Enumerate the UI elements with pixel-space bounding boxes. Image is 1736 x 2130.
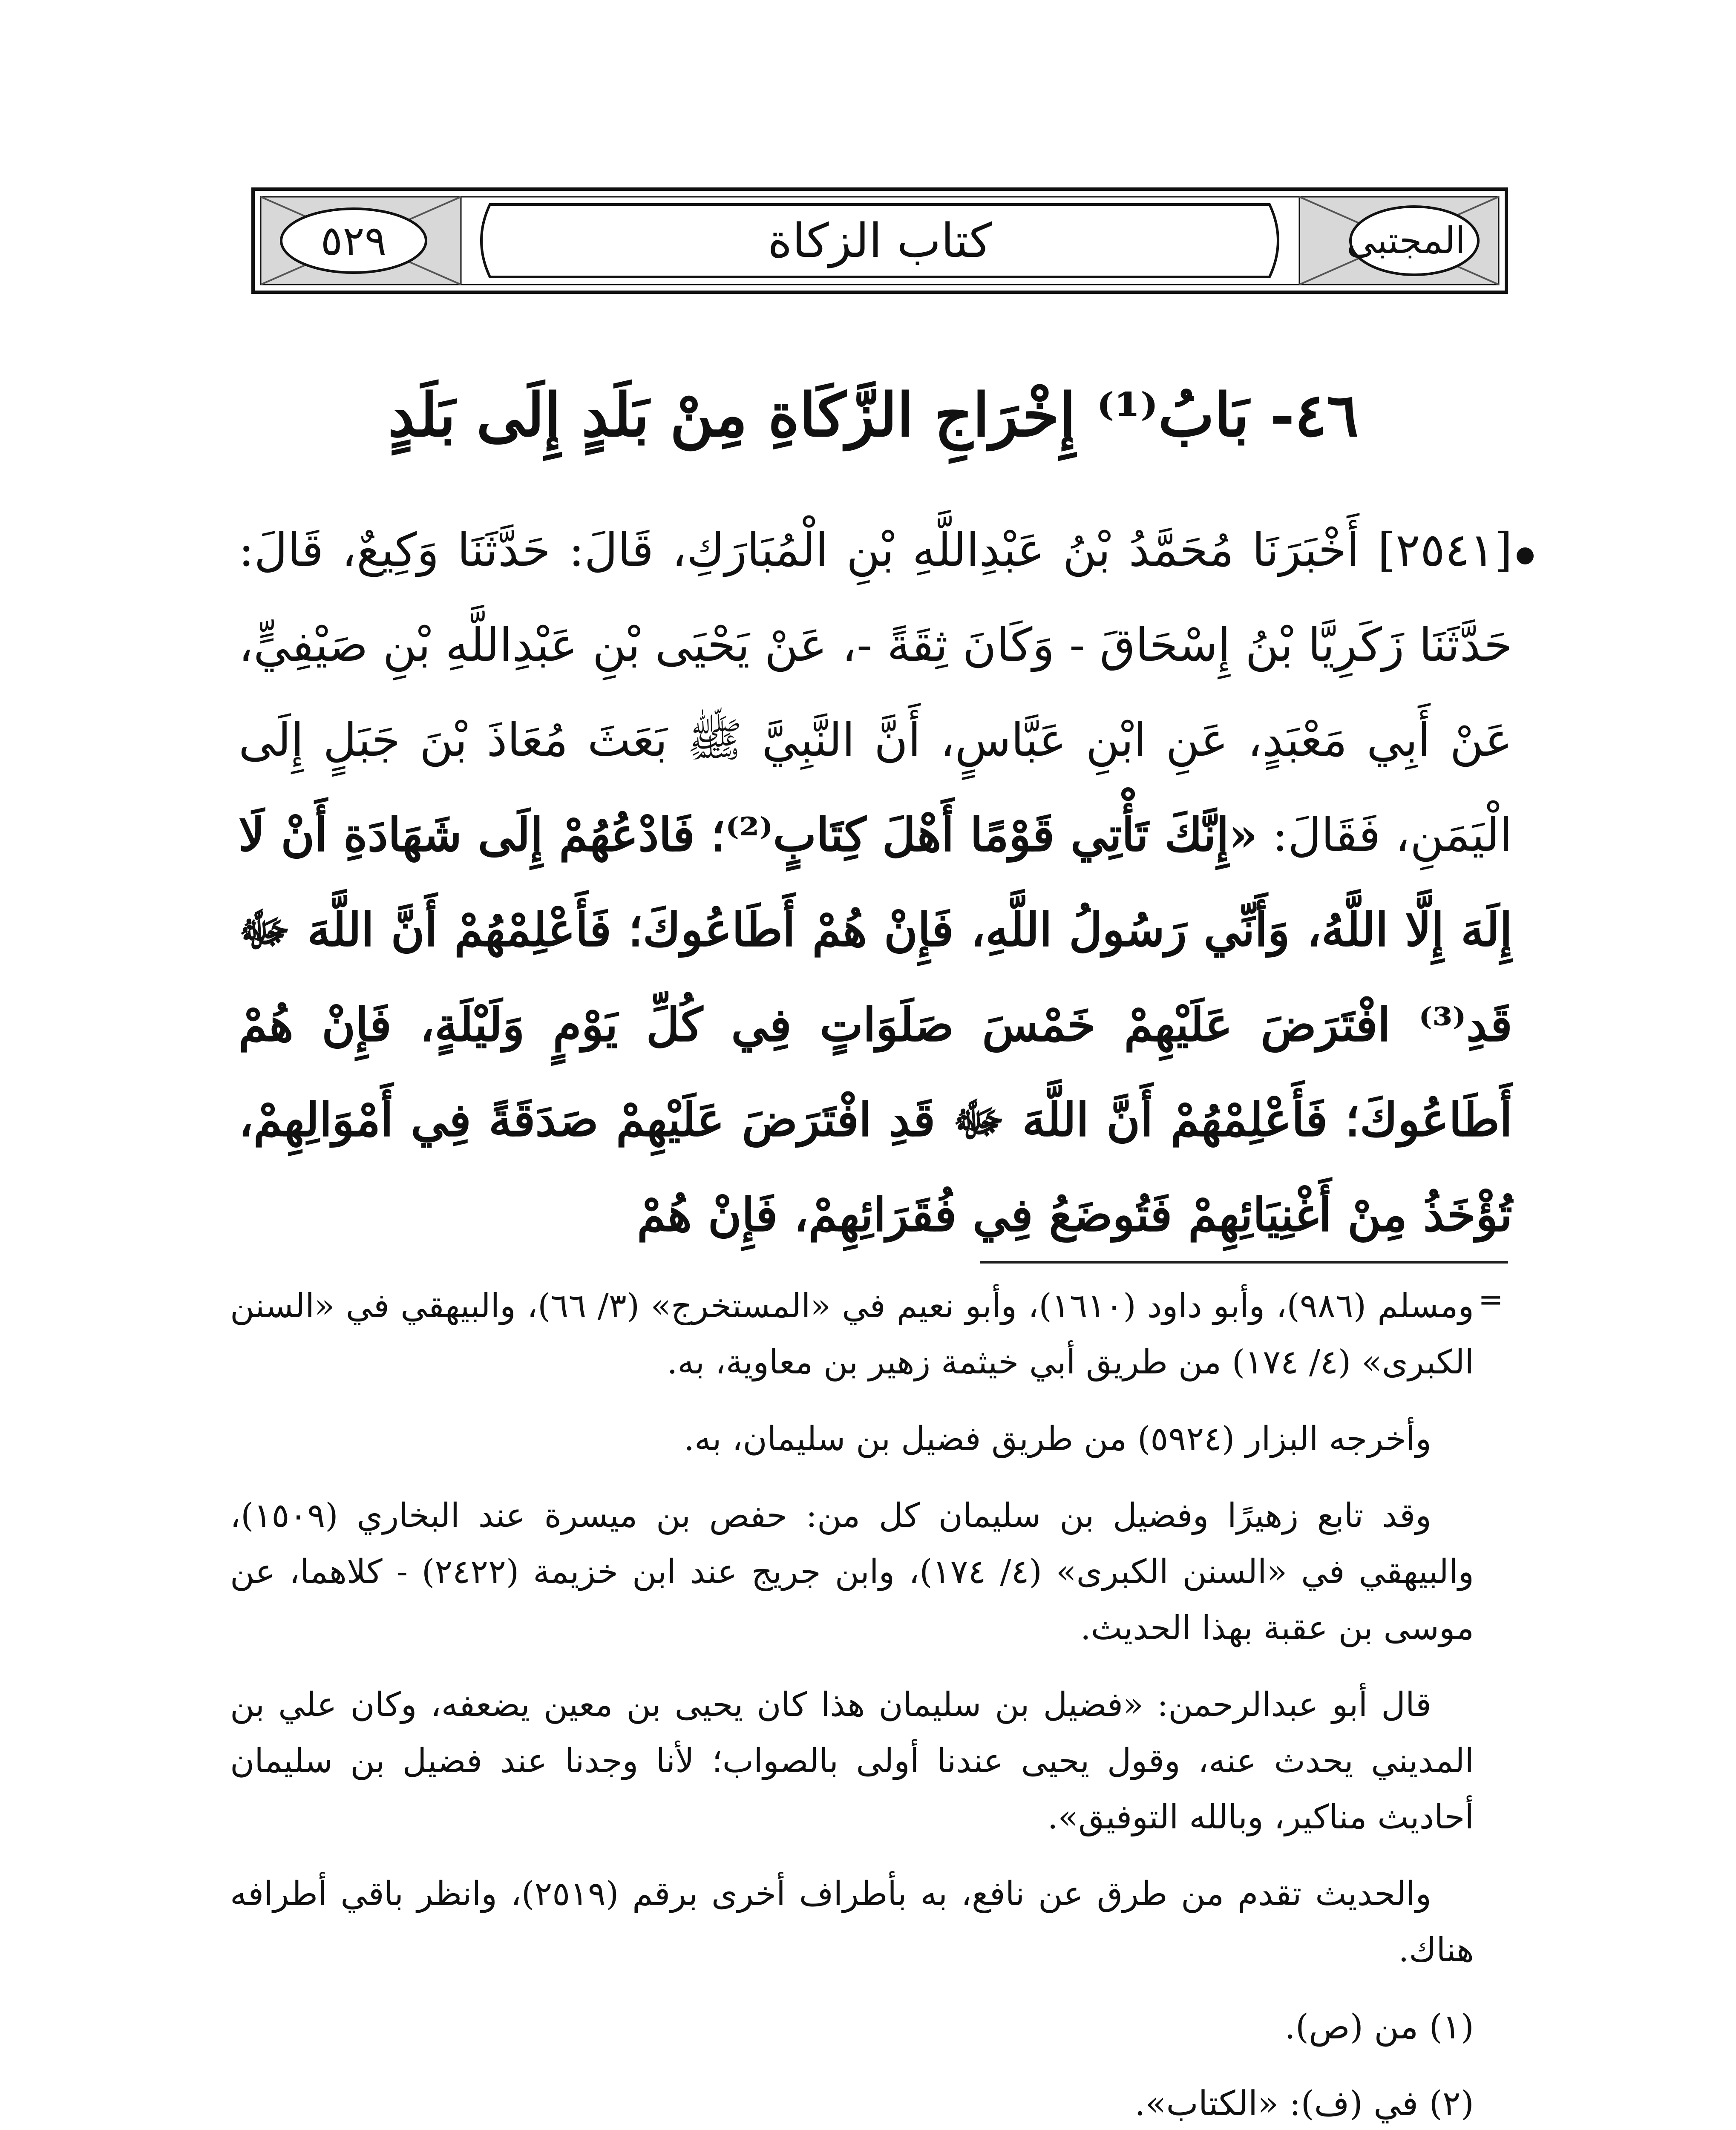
page-header (251, 187, 1508, 294)
hadith-isnad: أَخْبَرَنَا مُحَمَّدُ بْنُ عَبْدِاللَّهِ بْنِ الْمُبَارَكِ، قَالَ: حَدَّثَنَا وَكِيعٌ، قَالَ: حَدَّثَنَا زَكَرِيَّا بْنُ إِسْحَاقَ - وَكَانَ ثِقَةً -، عَنْ يَحْيَى بْنِ عَبْدِاللَّهِ بْنِ صَيْفِيٍّ، عَنْ أَبِي مَعْبَدٍ، عَنِ ابْنِ عَبَّاسٍ، أَنَّ النَّبِيَّ ﷺ بَعَثَ مُعَاذَ بْنَ جَبَلٍ إِلَى الْيَمَنِ، فَقَالَ: (239, 524, 1512, 862)
footnote-separator (980, 1261, 1508, 1264)
takhrij-paragraph: وقد تابع زهيرًا وفضيل بن سليمان كل من: حفص بن ميسرة عند البخاري (١٥٠٩)، والبيهقي في «السنن الكبرى» (٤/ ١٧٤)، وابن جريج عند ابن خزيمة (٢٤٢٢) - كلاهما، عن موسى بن عقبة بهذا الحديث. (230, 1497, 1474, 1647)
continuation-marker: = (1478, 1282, 1503, 1317)
takhrij-paragraph: وأخرجه البزار (٥٩٢٤) من طريق فضيل بن سليمان، به. (684, 1420, 1431, 1458)
takhrij-notes (230, 1278, 1474, 2130)
takhrij-paragraph: قال أبو عبدالرحمن: «فضيل بن سليمان هذا كان يحيى بن معين يضعفه، وكان علي بن المديني يحدث عنه، وقول يحيى عندنا أولى بالصواب؛ لأنا وجدنا عند فضيل بن سليمان أحاديث مناكير، وبالله التوفيق». (230, 1686, 1474, 1836)
footnote: (١) من (ص). (1284, 2007, 1474, 2047)
takhrij-paragraph: ومسلم (٩٨٦)، وأبو داود (١٦١٠)، وأبو نعيم في «المستخرج» (٣/ ٦٦)، والبيهقي في «السنن الكبرى» (٤/ ١٧٤) من طريق أبي خيثمة زهير بن معاوية، به. (230, 1287, 1474, 1382)
chapter-heading: ٤٦- بَابُ⁽¹⁾ إِخْرَاجِ الزَّكَاةِ مِنْ بَلَدٍ إِلَى بَلَدٍ (388, 380, 1359, 450)
hadith-matn: «إِنَّكَ تَأْتِي قَوْمًا أَهْلَ كِتَابٍ⁽²⁾؛ فَادْعُهُمْ إِلَى شَهَادَةِ أَنْ لَا إِلَهَ إِلَّا اللَّهُ، وَأَنِّي رَسُولُ اللَّهِ، فَإِنْ هُمْ أَطَاعُوكَ؛ فَأَعْلِمْهُمْ أَنَّ اللَّهَ ﷻ قَدِ⁽³⁾ افْتَرَضَ عَلَيْهِمْ خَمْسَ صَلَوَاتٍ فِي كُلِّ يَوْمٍ وَلَيْلَةٍ، فَإِنْ هُمْ أَطَاعُوكَ؛ فَأَعْلِمْهُمْ أَنَّ اللَّهَ ﷻ قَدِ افْتَرَضَ عَلَيْهِمْ صَدَقَةً فِي أَمْوَالِهِمْ، تُؤْخَذُ مِنْ أَغْنِيَائِهِمْ فَتُوضَعُ فِي فُقَرَائِهِمْ، فَإِنْ هُمْ (239, 808, 1513, 1242)
page-number: ٥٢٩ (320, 217, 387, 265)
takhrij-paragraph: والحديث تقدم من طرق عن نافع، به بأطراف أخرى برقم (٢٥١٩)، وانظر باقي أطرافه هناك. (230, 1875, 1474, 1969)
hadith-text (239, 503, 1512, 1263)
running-title: كتاب الزكاة (768, 213, 992, 268)
bullet-dot (1517, 547, 1534, 564)
hadith-number: [٢٥٤١] (1377, 524, 1512, 577)
book-badge: المجتبى (1347, 219, 1465, 262)
footnote: (٢) في (ف): «الكتاب». (1134, 2084, 1474, 2123)
